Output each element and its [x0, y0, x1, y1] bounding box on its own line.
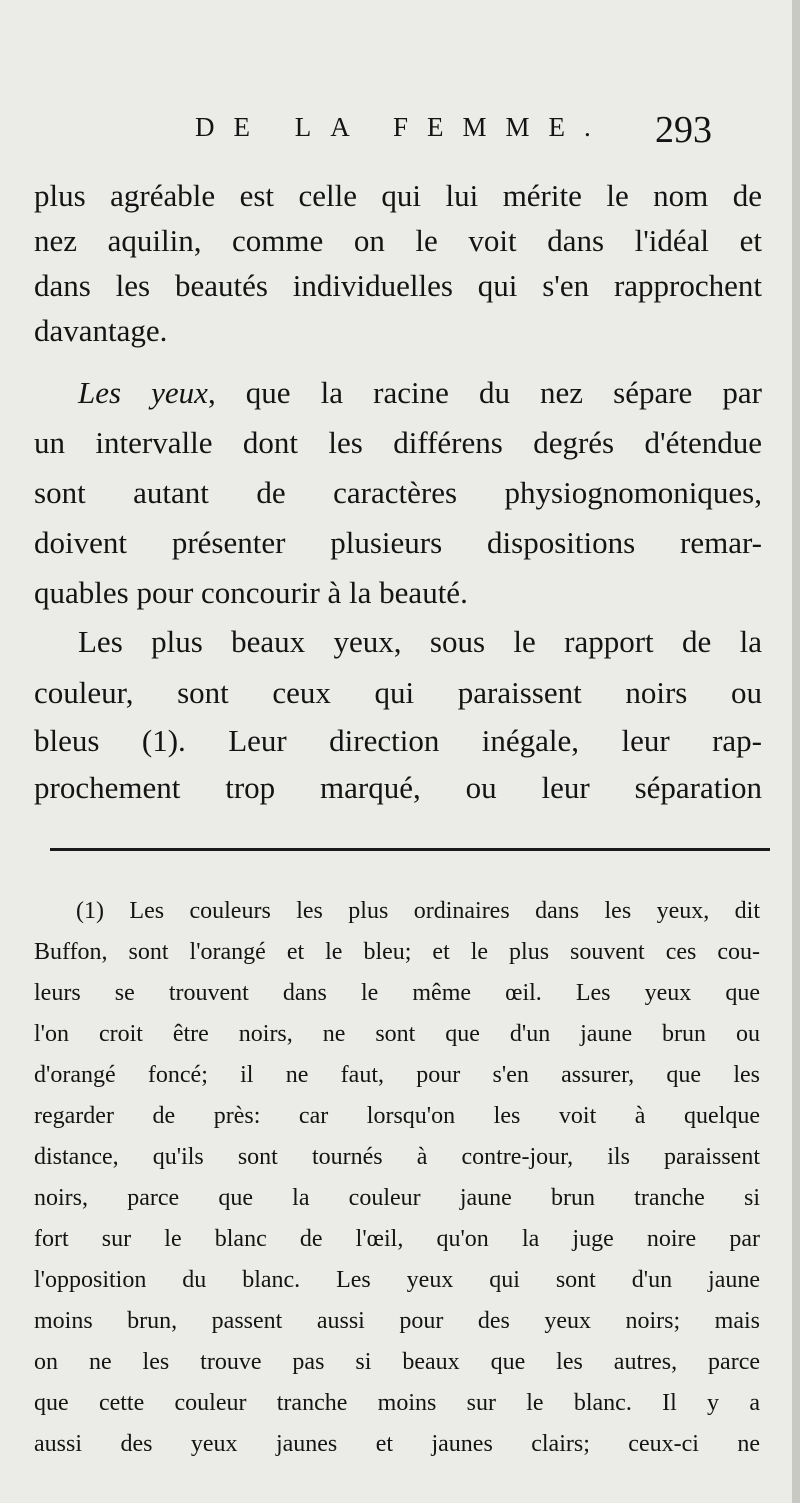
page-number: 293	[655, 109, 712, 151]
footnote-line: l'on croit être noirs, ne sont que d'un jaune brun ou	[34, 1021, 760, 1047]
body-line: dans les beautés individuelles qui s'en rapprochent	[34, 268, 762, 303]
body-line: nez aquilin, comme on le voit dans l'idéal et	[34, 223, 762, 258]
body-line: bleus (1). Leur direction inégale, leur rap-	[34, 723, 762, 758]
footnote-rule	[50, 848, 770, 851]
italic-term: Les yeux	[78, 375, 208, 410]
footnote-line: aussi des yeux jaunes et jaunes clairs; ceux-ci ne	[34, 1431, 760, 1457]
footnote-line: regarder de près: car lorsqu'on les voit à quelque	[34, 1103, 760, 1129]
footnote-line: d'orangé foncé; il ne faut, pour s'en assurer, que les	[34, 1062, 760, 1088]
footnote-line: l'opposition du blanc. Les yeux qui sont d'un jaune	[34, 1267, 760, 1293]
footnote-line: distance, qu'ils sont tournés à contre-jour, ils paraissent	[34, 1144, 760, 1170]
body-line: Les plus beaux yeux, sous le rapport de la	[78, 624, 762, 659]
running-head: DE LA FEMME.	[195, 112, 610, 142]
footnote-line: Buffon, sont l'orangé et le bleu; et le plus souvent ces cou-	[34, 939, 760, 965]
body-line: un intervalle dont les différens degrés d'étendue	[34, 425, 762, 460]
body-line-rest: , que la racine du nez sépare par	[207, 375, 762, 410]
footnote-line: moins brun, passent aussi pour des yeux noirs; mais	[34, 1308, 760, 1334]
body-line: sont autant de caractères physiognomoniques,	[34, 475, 762, 510]
body-line: davantage.	[34, 313, 168, 348]
body-line: doivent présenter plusieurs dispositions remar-	[34, 525, 762, 560]
footnote-line: fort sur le blanc de l'œil, qu'on la juge noire par	[34, 1226, 760, 1252]
body-line: couleur, sont ceux qui paraissent noirs ou	[34, 675, 762, 710]
footnote-line: (1) Les couleurs les plus ordinaires dans les yeux, dit	[76, 898, 760, 924]
footnote-line: on ne les trouve pas si beaux que les autres, parce	[34, 1349, 760, 1375]
body-line: quables pour concourir à la beauté.	[34, 575, 468, 610]
body-line: prochement trop marqué, ou leur séparation	[34, 770, 762, 805]
footnote-line: noirs, parce que la couleur jaune brun tranche si	[34, 1185, 760, 1211]
page-edge-shadow	[792, 0, 800, 1503]
paragraph-line-yeux	[34, 373, 762, 413]
body-line: plus agréable est celle qui lui mérite le nom de	[34, 178, 762, 213]
footnote-line: leurs se trouvent dans le même œil. Les yeux que	[34, 980, 760, 1006]
footnote-line: que cette couleur tranche moins sur le blanc. Il y a	[34, 1390, 760, 1416]
